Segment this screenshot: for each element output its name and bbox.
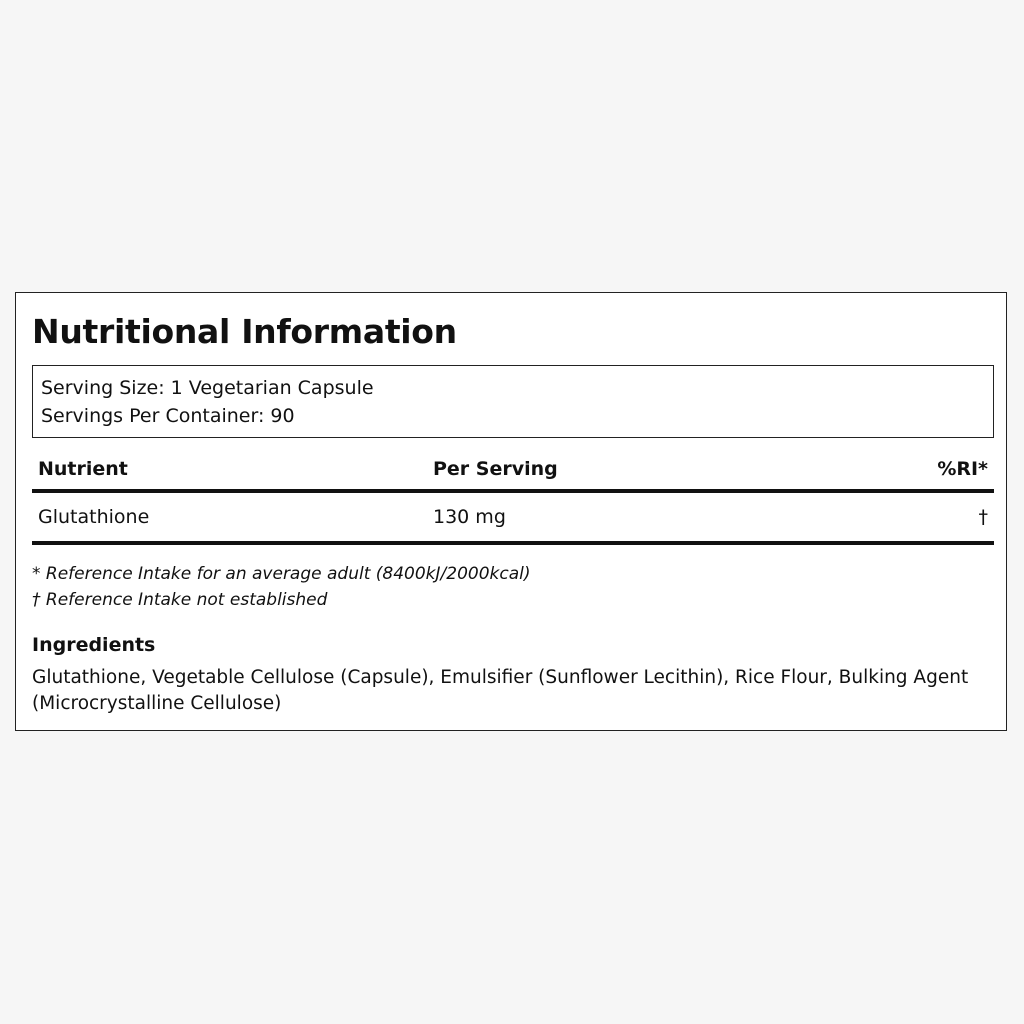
- footnote-reference-intake: * Reference Intake for an average adult (8400kJ/2000kcal): [32, 564, 531, 584]
- nutrition-panel: [15, 292, 1007, 731]
- footnote-not-established: † Reference Intake not established: [32, 590, 328, 610]
- serving-info-box: [32, 365, 994, 438]
- row-per-serving: 130 mg: [427, 491, 819, 543]
- header-nutrient: Nutrient: [32, 449, 427, 491]
- nutrient-table: [32, 449, 994, 545]
- row-nutrient: Glutathione: [32, 491, 427, 543]
- servings-per-container: Servings Per Container: 90: [41, 405, 295, 427]
- header-per-serving: Per Serving: [427, 449, 819, 491]
- header-ri: %RI*: [819, 449, 994, 491]
- ingredients-text: Glutathione, Vegetable Cellulose (Capsule), Emulsifier (Sunflower Lecithin), Rice Flour, Bulking Agent (Microcrystalline Cellulose): [32, 667, 969, 714]
- footnotes: [32, 561, 531, 613]
- ingredients-heading: Ingredients: [32, 634, 156, 656]
- panel-title: Nutritional Information: [32, 312, 457, 351]
- table-row: [32, 491, 994, 543]
- serving-size: Serving Size: 1 Vegetarian Capsule: [41, 377, 374, 399]
- row-ri: †: [819, 491, 994, 543]
- table-header-row: [32, 449, 994, 491]
